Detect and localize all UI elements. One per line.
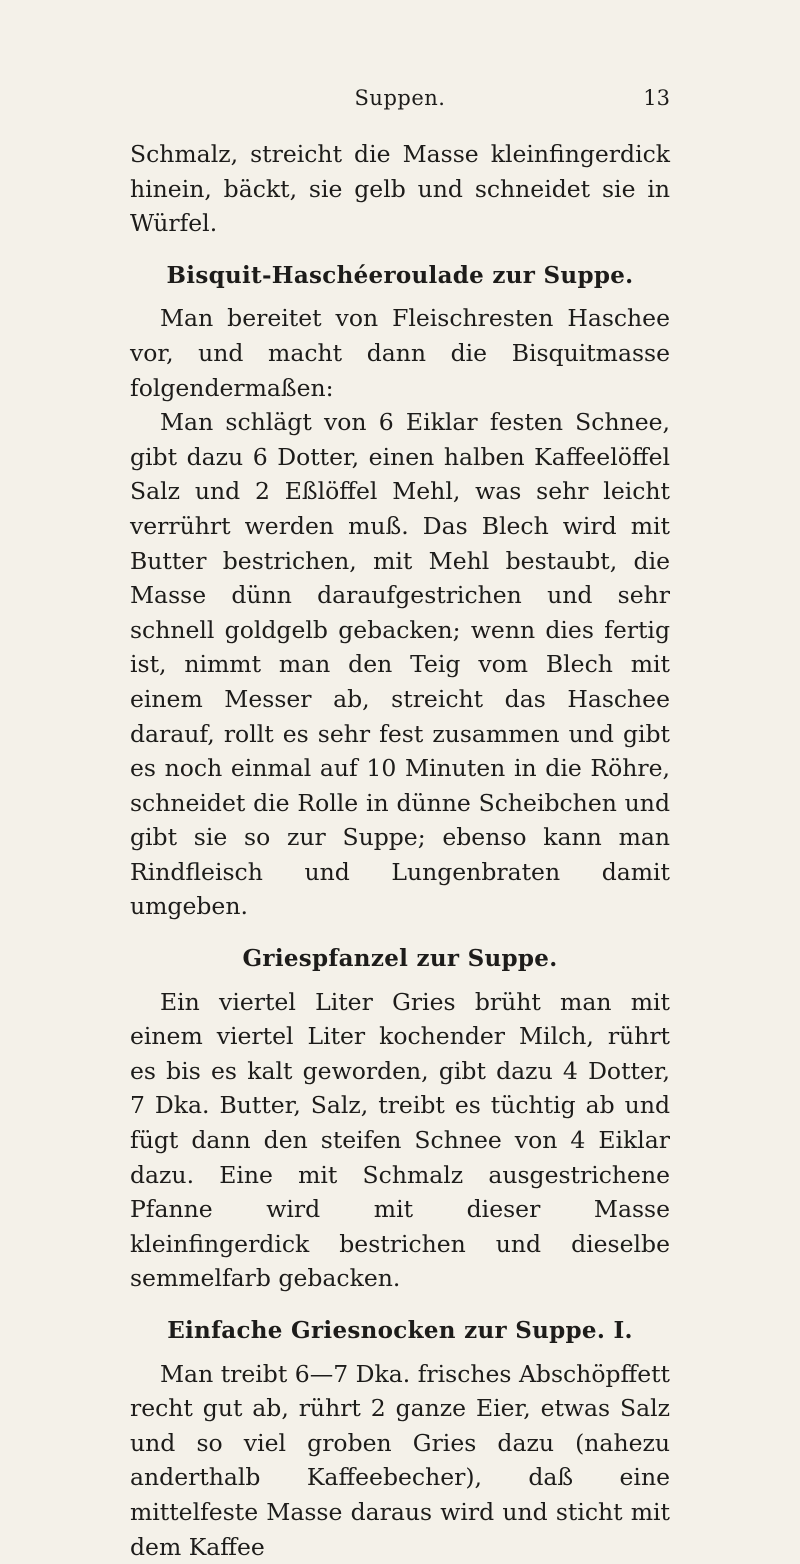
recipe-bisquit-haschee bbox=[130, 259, 670, 924]
page-number: 13 bbox=[643, 86, 670, 110]
recipe-paragraph: Man bereitet von Fleischresten Haschee vor, und macht dann die Bisquitmasse folgendermaßen: bbox=[130, 304, 670, 402]
page-body bbox=[130, 137, 670, 1564]
recipe-heading: Bisquit-Haschéeroulade zur Suppe. bbox=[166, 261, 634, 289]
recipe-paragraph: Ein viertel Liter Gries brüht man mit einem viertel Liter kochender Milch, rührt es bis es kalt geworden, gibt dazu 4 Dotter, 7 Dka. Butter, Salz, treibt es tüchtig ab und fügt dann den steifen Schnee von 4 Eiklar dazu. Eine mit Schmalz ausgestrichene Pfanne wird mit dieser Masse kleinfingerdick bestrichen und dieselbe semmelfarb gebacken. bbox=[130, 987, 670, 1293]
recipe-griespfanzel bbox=[130, 942, 670, 1296]
recipe-griesnocken bbox=[130, 1314, 670, 1564]
recipe-paragraph: Man schlägt von 6 Eiklar festen Schnee, gibt dazu 6 Dotter, einen halben Kaffeelöffel Salz und 2 Eßlöffel Mehl, was sehr leicht verrührt werden muß. Das Blech wird mit Butter bestrichen, mit Mehl bestaubt, die Masse dünn daraufgestrichen und sehr schnell goldgelb gebacken; wenn dies fertig ist, nimmt man den Teig vom Blech mit einem Messer ab, streicht das Haschee darauf, rollt es sehr fest zusammen und gibt es noch einmal auf 10 Minuten in die Röhre, schneidet die Rolle in dünne Scheibchen und gibt sie so zur Suppe; ebenso kann man Rindfleisch und Lungenbraten damit umgeben. bbox=[130, 408, 670, 921]
running-head bbox=[0, 80, 800, 120]
recipe-heading: Einfache Griesnocken zur Suppe. I. bbox=[167, 1317, 633, 1344]
recipe-paragraph: Man treibt 6—7 Dka. frisches Abschöpffett recht gut ab, rührt 2 ganze Eier, etwas Salz und so viel groben Gries dazu (nahezu anderthalb Kaffeebecher), daß eine mittelfeste Masse daraus wird und sticht mit dem Kaffee bbox=[130, 1359, 670, 1561]
intro-paragraph: Schmalz, streicht die Masse kleinfingerdick hinein, bäckt, sie gelb und schneidet sie in Würfel. bbox=[130, 140, 670, 238]
recipe-heading: Griespfanzel zur Suppe. bbox=[242, 945, 558, 973]
running-title: Suppen. bbox=[354, 86, 446, 110]
